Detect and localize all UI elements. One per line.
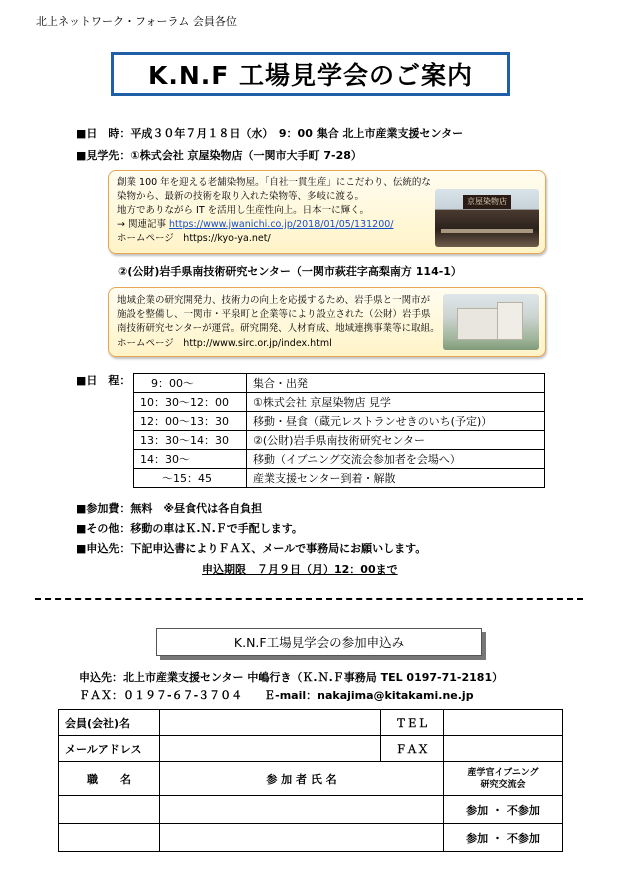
date-value: 平成３０年７月１８日（水） 9：00 集合 北上市産業支援センター — [130, 127, 464, 140]
email-field[interactable] — [160, 736, 381, 762]
visit-2: ②(公財)岩手県南技術研究センター（一関市萩荘字高梨南方 114-1） — [118, 265, 462, 278]
evening-label-line-1: 産学官イブニング — [467, 767, 539, 778]
date-label: ■日 時： — [76, 127, 131, 140]
visit-label: ■見学先： — [76, 149, 131, 162]
schedule-row — [134, 412, 545, 431]
position-label: 職 名 — [59, 762, 160, 796]
schedule-row — [134, 393, 545, 412]
form-title: K.N.F工場見学会の参加申込み — [156, 628, 482, 656]
schedule-time: 12：00～13：30 — [134, 412, 247, 431]
member-label: 会員(会社)名 — [59, 710, 160, 736]
schedule-row — [134, 450, 545, 469]
participant-label: 参 加 者 氏 名 — [160, 762, 444, 796]
schedule-row — [134, 374, 545, 393]
schedule-table — [133, 373, 545, 488]
schedule-event: 移動・昼食（蔵元レストランせきのいち(予定)） — [247, 412, 545, 431]
schedule-event: ②(公財)岩手県南技術研究センター — [247, 431, 545, 450]
company-desc-2: 染物から、最新の技術を取り入れた染物等、多岐に渡る。 — [117, 191, 365, 202]
schedule-time: 9：00～ — [134, 374, 247, 393]
related-article-label: → 関連記事 — [117, 219, 166, 230]
schedule-time: ～15：45 — [134, 469, 247, 488]
schedule-row — [134, 469, 545, 488]
application-form-table — [58, 709, 563, 852]
center-homepage: ホームページ http://www.sirc.or.jp/index.html — [117, 338, 332, 349]
schedule-time: 14：30～ — [134, 450, 247, 469]
related-article-link[interactable]: https://www.jwanichi.co.jp/2018/01/05/131200/ — [169, 219, 394, 230]
fax-field[interactable] — [444, 736, 563, 762]
center-desc-3: 南技術研究センターが運営。研究開発、人材育成、地域連携事業等に取組。 — [117, 323, 440, 334]
company-building-photo — [435, 189, 539, 247]
tel-label: ＴＥＬ — [381, 710, 444, 736]
email-label: メールアドレス — [59, 736, 160, 762]
related-article-line — [117, 218, 394, 231]
fax-label: ＦＡＸ — [381, 736, 444, 762]
participant-field-2[interactable] — [160, 824, 444, 852]
company-info-box — [108, 170, 546, 254]
center-desc-2: 施設を整備し、一関市・平泉町と企業等により設立された（公財）岩手県 — [117, 309, 431, 320]
page-title: K.N.F 工場見学会のご案内 — [147, 61, 474, 90]
other-note: ■その他：移動の車はＫ.Ｎ.Ｆで手配します。 — [76, 522, 303, 535]
fee-note: ■参加費：無料 ※昼食代は各自負担 — [76, 502, 263, 515]
schedule-time: 10：30～12：00 — [134, 393, 247, 412]
attend-option-2[interactable]: 参加 ・ 不参加 — [444, 824, 563, 852]
schedule-label: ■日 程： — [76, 374, 131, 387]
member-field[interactable] — [160, 710, 381, 736]
evening-label-line-2: 研究交流会 — [480, 779, 526, 790]
research-center-photo — [443, 294, 539, 350]
evening-label — [444, 762, 563, 796]
title-box — [111, 52, 510, 96]
position-field-2[interactable] — [59, 824, 160, 852]
schedule-time: 13：30～14：30 — [134, 431, 247, 450]
position-field-1[interactable] — [59, 796, 160, 824]
visit-line-1 — [76, 149, 362, 163]
contact-line-2: ＦＡＸ：０１９７-６７-３７０４ Ｅ-mail：nakajima@kitakami.ne.jp — [79, 689, 474, 702]
research-center-info-box — [108, 287, 546, 357]
schedule-row — [134, 431, 545, 450]
company-sign: 京屋染物店 — [463, 195, 511, 209]
contact-line-1: 申込先：北上市産業支援センター 中嶋行き（Ｋ.Ｎ.Ｆ事務局 TEL 0197-71-2181） — [79, 671, 504, 684]
tel-field[interactable] — [444, 710, 563, 736]
deadline: 申込期限 ７月９日（月）12：00まで — [202, 563, 398, 576]
participant-field-1[interactable] — [160, 796, 444, 824]
attend-option-1[interactable]: 参加 ・ 不参加 — [444, 796, 563, 824]
schedule-event: ①株式会社 京屋染物店 見学 — [247, 393, 545, 412]
visit-1: ①株式会社 京屋染物店（一関市大手町 7-28） — [130, 149, 362, 162]
company-homepage: ホームページ https://kyo-ya.net/ — [117, 233, 271, 244]
schedule-event: 集合・出発 — [247, 374, 545, 393]
schedule-event: 産業支援センター到着・解散 — [247, 469, 545, 488]
company-desc-1: 創業 100 年を迎える老舗染物屋。「自社一貫生産」にこだわり、伝統的な — [117, 177, 431, 188]
date-line — [76, 127, 463, 141]
center-desc-1: 地域企業の研究開発力、技術力の向上を応援するため、岩手県と一関市が — [117, 295, 431, 306]
schedule-event: 移動（イブニング交流会参加者を会場へ） — [247, 450, 545, 469]
company-desc-3: 地方でありながら IT を活用し生産性向上。日本一に輝く。 — [117, 205, 369, 216]
addressee: 北上ネットワーク・フォーラム 会員各位 — [36, 15, 237, 28]
cut-line — [35, 598, 583, 600]
apply-note: ■申込先：下記申込書によりＦＡＸ、メールで事務局にお願いします。 — [76, 542, 427, 555]
